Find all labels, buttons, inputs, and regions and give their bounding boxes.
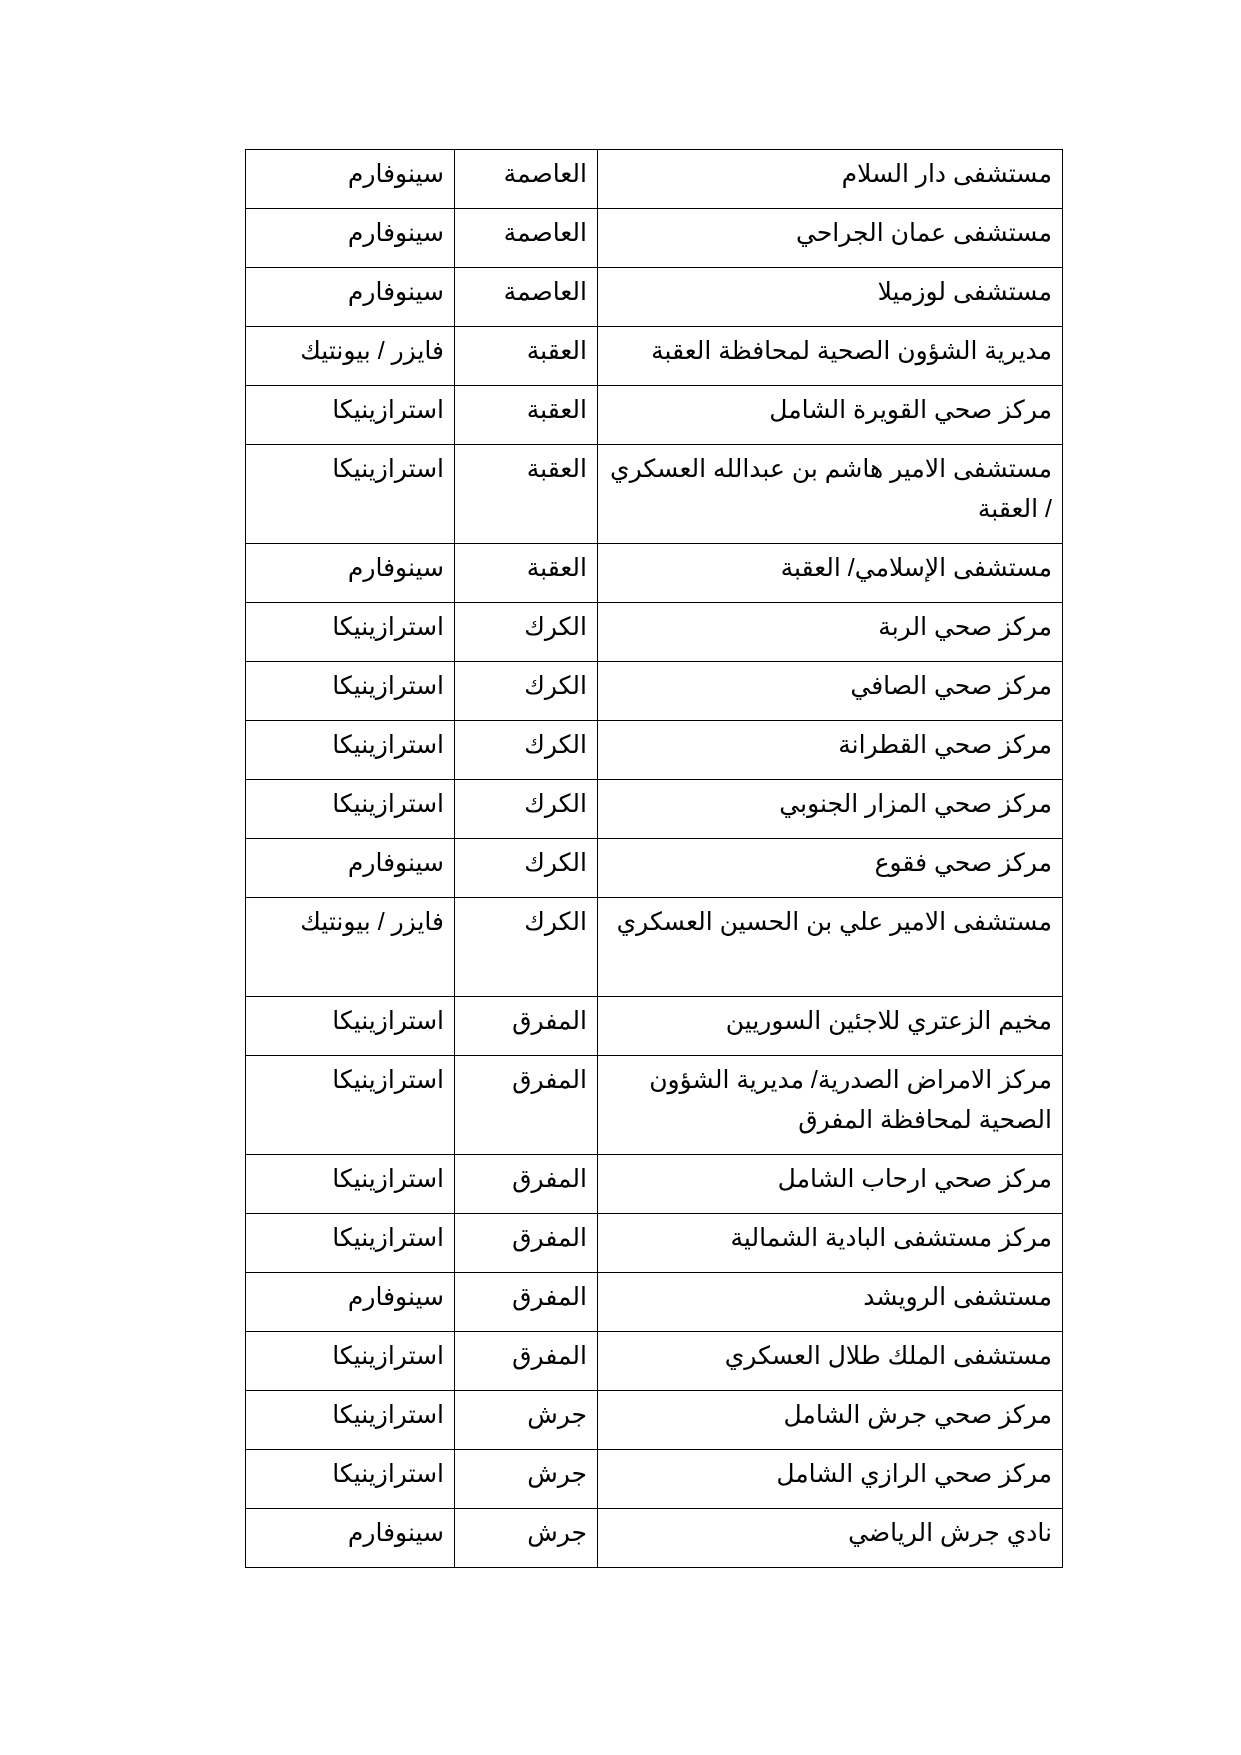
governorate-cell: المفرق [455,1273,598,1332]
table-row [246,327,1063,386]
vaccine-cell: استرازينيكا [246,603,455,662]
vaccine-cell: استرازينيكا [246,662,455,721]
governorate-cell: الكرك [455,898,598,997]
governorate-cell: العقبة [455,327,598,386]
table-row [246,1155,1063,1214]
vaccine-cell: سينوفارم [246,1509,455,1568]
vaccine-cell: استرازينيكا [246,1214,455,1273]
vaccine-cell: استرازينيكا [246,997,455,1056]
table-row [246,386,1063,445]
governorate-cell: العقبة [455,445,598,544]
site-cell: مركز صحي جرش الشامل [598,1391,1063,1450]
vaccine-cell: استرازينيكا [246,780,455,839]
site-cell: مركز صحي الرازي الشامل [598,1450,1063,1509]
site-cell: مخيم الزعتري للاجئين السوريين [598,997,1063,1056]
governorate-cell: العاصمة [455,209,598,268]
vaccine-cell: استرازينيكا [246,1155,455,1214]
site-cell: مركز الامراض الصدرية/ مديرية الشؤون الصحية لمحافظة المفرق [598,1056,1063,1155]
governorate-cell: الكرك [455,662,598,721]
site-cell: مركز صحي الربة [598,603,1063,662]
vaccine-cell: سينوفارم [246,150,455,209]
site-cell: مستشفى الامير هاشم بن عبدالله العسكري / العقبة [598,445,1063,544]
governorate-cell: العاصمة [455,150,598,209]
site-cell: مستشفى لوزميلا [598,268,1063,327]
vaccination-sites-table [245,149,1063,1568]
governorate-cell: العقبة [455,544,598,603]
vaccine-cell: فايزر / بيونتيك [246,327,455,386]
governorate-cell: المفرق [455,1056,598,1155]
table-row [246,839,1063,898]
table-row [246,1056,1063,1155]
vaccine-cell: سينوفارم [246,839,455,898]
vaccine-cell: استرازينيكا [246,445,455,544]
site-cell: مستشفى الامير علي بن الحسين العسكري [598,898,1063,997]
governorate-cell: المفرق [455,997,598,1056]
vaccine-cell: سينوفارم [246,268,455,327]
site-cell: مستشفى عمان الجراحي [598,209,1063,268]
table-row [246,662,1063,721]
vaccine-cell: سينوفارم [246,209,455,268]
site-cell: مركز صحي فقوع [598,839,1063,898]
vaccine-cell: فايزر / بيونتيك [246,898,455,997]
site-cell: مستشفى الملك طلال العسكري [598,1332,1063,1391]
vaccine-cell: استرازينيكا [246,1332,455,1391]
table-row [246,544,1063,603]
governorate-cell: المفرق [455,1214,598,1273]
site-cell: مركز مستشفى البادية الشمالية [598,1214,1063,1273]
table-row [246,209,1063,268]
site-cell: مديرية الشؤون الصحية لمحافظة العقبة [598,327,1063,386]
vaccine-cell: استرازينيكا [246,1450,455,1509]
table-row [246,1214,1063,1273]
governorate-cell: العقبة [455,386,598,445]
table-row [246,1509,1063,1568]
table-row [246,721,1063,780]
governorate-cell: الكرك [455,721,598,780]
table-row [246,1391,1063,1450]
governorate-cell: المفرق [455,1332,598,1391]
table-row [246,603,1063,662]
governorate-cell: جرش [455,1509,598,1568]
governorate-cell: الكرك [455,839,598,898]
table-row [246,1273,1063,1332]
site-cell: نادي جرش الرياضي [598,1509,1063,1568]
table-row [246,780,1063,839]
vaccine-cell: استرازينيكا [246,386,455,445]
site-cell: مستشفى دار السلام [598,150,1063,209]
table-row [246,1450,1063,1509]
table-row [246,150,1063,209]
vaccine-cell: استرازينيكا [246,1056,455,1155]
vaccine-cell: استرازينيكا [246,1391,455,1450]
governorate-cell: جرش [455,1450,598,1509]
governorate-cell: المفرق [455,1155,598,1214]
site-cell: مركز صحي الصافي [598,662,1063,721]
vaccine-cell: سينوفارم [246,544,455,603]
site-cell: مركز صحي القويرة الشامل [598,386,1063,445]
table-row [246,997,1063,1056]
site-cell: مستشفى الرويشد [598,1273,1063,1332]
governorate-cell: الكرك [455,780,598,839]
governorate-cell: الكرك [455,603,598,662]
table-body [246,150,1063,1568]
site-cell: مركز صحي القطرانة [598,721,1063,780]
governorate-cell: العاصمة [455,268,598,327]
site-cell: مركز صحي المزار الجنوبي [598,780,1063,839]
table-row [246,898,1063,997]
table-row [246,445,1063,544]
vaccine-cell: سينوفارم [246,1273,455,1332]
site-cell: مركز صحي ارحاب الشامل [598,1155,1063,1214]
table-row [246,268,1063,327]
governorate-cell: جرش [455,1391,598,1450]
site-cell: مستشفى الإسلامي/ العقبة [598,544,1063,603]
vaccine-cell: استرازينيكا [246,721,455,780]
table-row [246,1332,1063,1391]
